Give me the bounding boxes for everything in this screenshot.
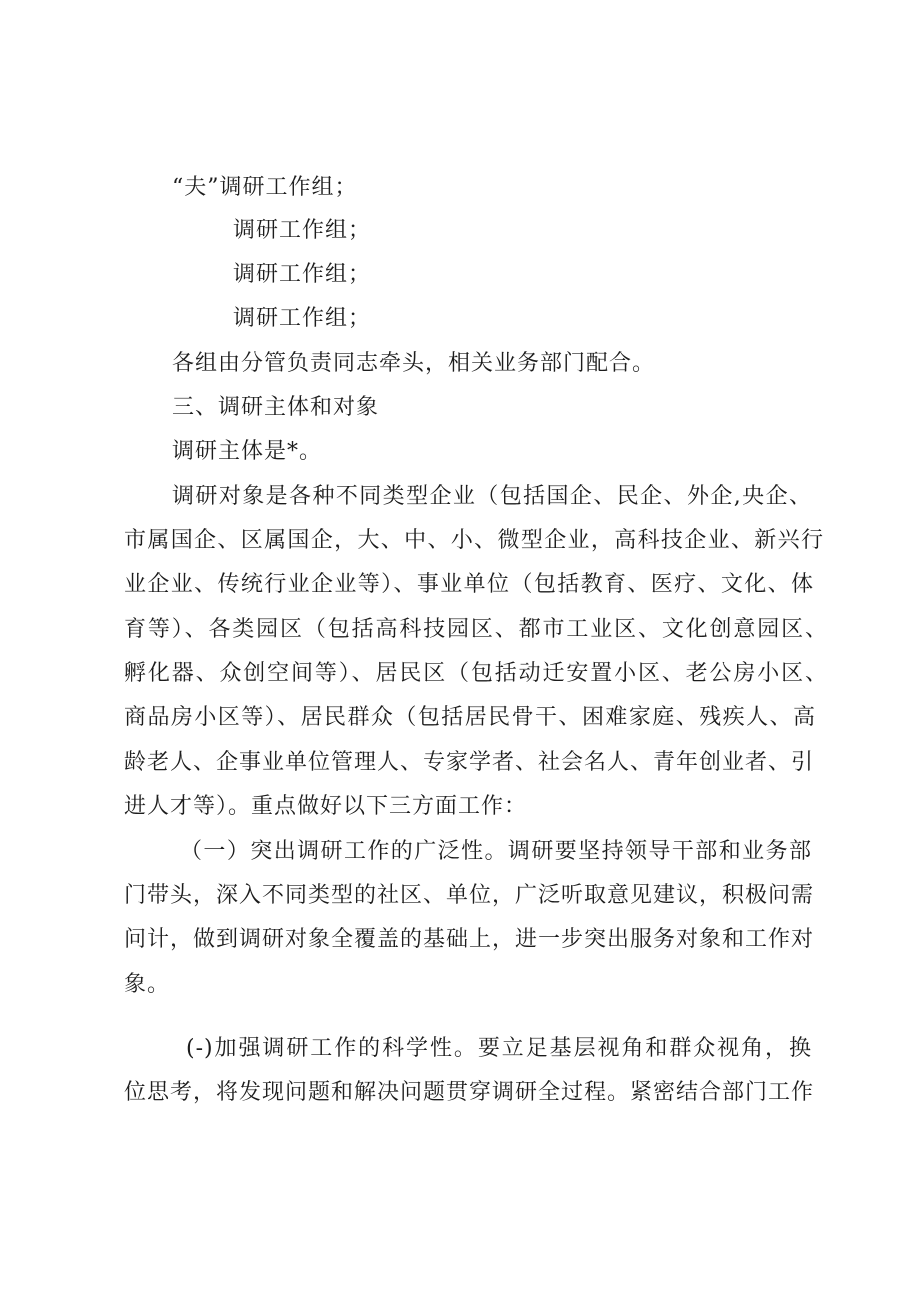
subject-line: 调研主体是*。	[172, 439, 323, 464]
point-one-line: 门带头，深入不同类型的社区、单位，广泛听取意见建议，积极问需	[124, 883, 815, 908]
objects-paragraph-line: 商品房小区等）、居民群众（包括居民骨干、困难家庭、残疾人、高	[124, 705, 816, 730]
group-note: 各组由分管负责同志牵头，相关业务部门配合。	[172, 351, 656, 376]
point-two-line: (-)加强调研工作的科学性。要立足基层视角和群众视角，换	[186, 1036, 812, 1061]
point-one-line: 象。	[124, 972, 171, 997]
objects-paragraph-line: 调研对象是各种不同类型企业（包括国企、民企、外企,央企、	[172, 484, 812, 509]
objects-paragraph-line: 龄老人、企事业单位管理人、专家学者、社会名人、青年创业者、引	[124, 750, 815, 775]
point-one-line: 问计，做到调研对象全覆盖的基础上，进一步突出服务对象和工作对	[124, 927, 815, 952]
point-two-line: 位思考，将发现问题和解决问题贯穿调研全过程。紧密结合部门工作	[124, 1080, 815, 1105]
objects-paragraph-line: 市属国企、区属国企，大、中、小、微型企业，高科技企业、新兴行	[124, 528, 824, 553]
point-one-line: （一）突出调研工作的广泛性。调研要坚持领导干部和业务部	[180, 839, 812, 864]
objects-paragraph-line: 进人才等）。重点做好以下三方面工作：	[124, 794, 528, 819]
work-group-line: 调研工作组；	[233, 218, 372, 243]
work-group-line: 调研工作组；	[233, 262, 372, 287]
work-group-line: “夫”调研工作组；	[172, 175, 358, 200]
section-heading: 三、调研主体和对象	[172, 395, 380, 420]
objects-paragraph-line: 业企业、传统行业企业等）、事业单位（包括教育、医疗、文化、体	[124, 572, 814, 597]
work-group-line: 调研工作组；	[233, 306, 372, 331]
objects-paragraph-line: 育等）、各类园区（包括高科技园区、都市工业区、文化创意园区、	[124, 617, 828, 642]
objects-paragraph-line: 孵化器、众创空间等）、居民区（包括动迁安置小区、老公房小区、	[124, 661, 828, 686]
